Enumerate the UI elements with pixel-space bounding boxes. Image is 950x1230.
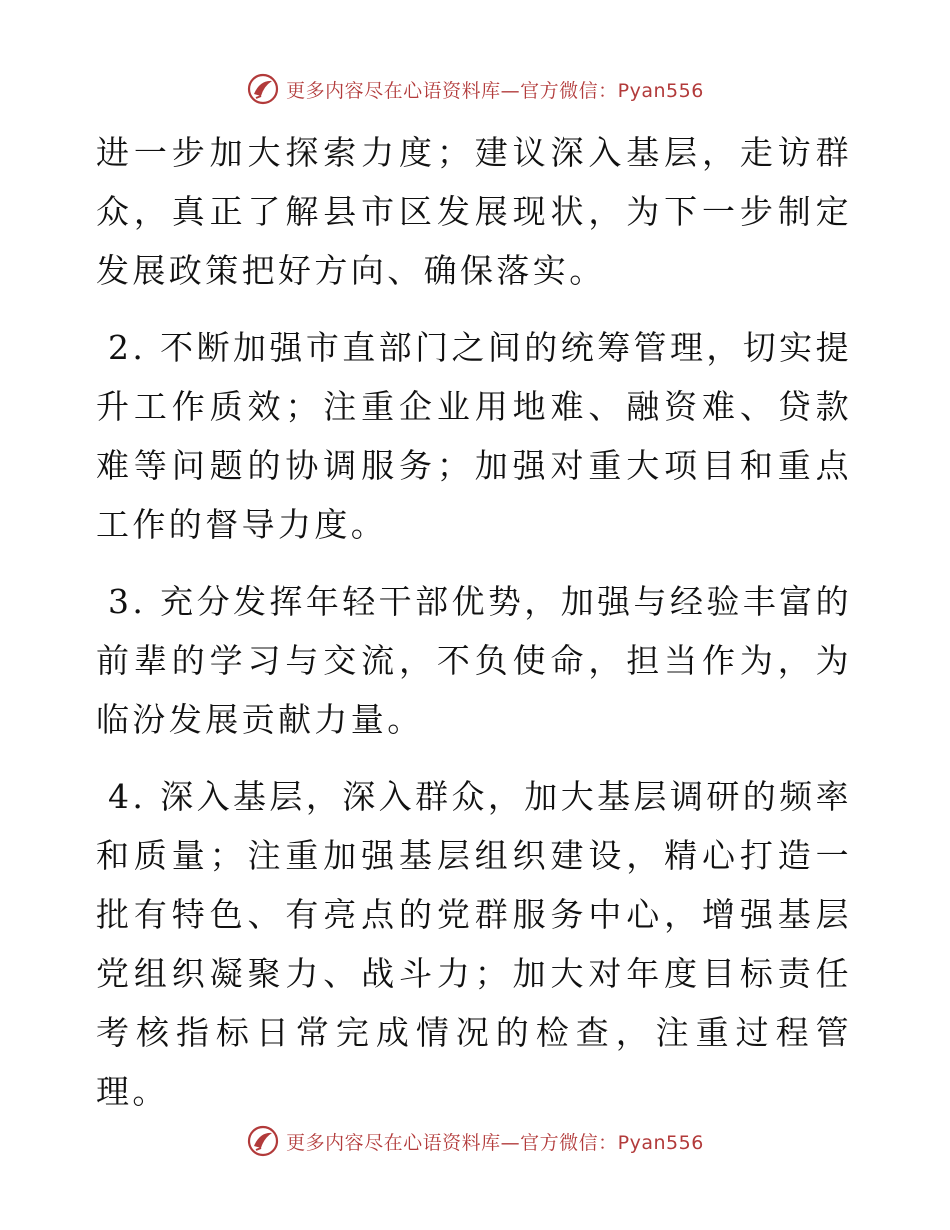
watermark-text: 更多内容尽在心语资料库—官方微信：Pyan556: [286, 79, 704, 102]
paragraph-item-4: 4. 深入基层，深入群众，加大基层调研的频率和质量；注重加强基层组织建设，精心打造一批有特色、有亮点的党群服务中心，增强基层党组织凝聚力、战斗力；加大对年度目标责任考核指标日常完成情况的检查，注重过程管理。: [96, 777, 852, 1111]
footer-watermark: [0, 1124, 950, 1158]
paragraph-item-3: 3. 充分发挥年轻干部优势，加强与经验丰富的前辈的学习与交流，不负使命，担当作为，为临汾发展贡献力量。: [96, 582, 852, 739]
header-watermark: [0, 72, 950, 106]
paragraph-continued: 进一步加大探索力度；建议深入基层，走访群众，真正了解县市区发展现状，为下一步制定发展政策把好方向、确保落实。: [96, 133, 852, 290]
watermark-text: 更多内容尽在心语资料库—官方微信：Pyan556: [286, 1131, 704, 1154]
paragraph-item-2: 2. 不断加强市直部门之间的统筹管理，切实提升工作质效；注重企业用地难、融资难、贷款难等问题的协调服务；加强对重大项目和重点工作的督导力度。: [96, 328, 852, 544]
pen-logo-icon: [246, 1124, 280, 1158]
pen-logo-icon: [246, 72, 280, 106]
document-body: [96, 123, 852, 1121]
